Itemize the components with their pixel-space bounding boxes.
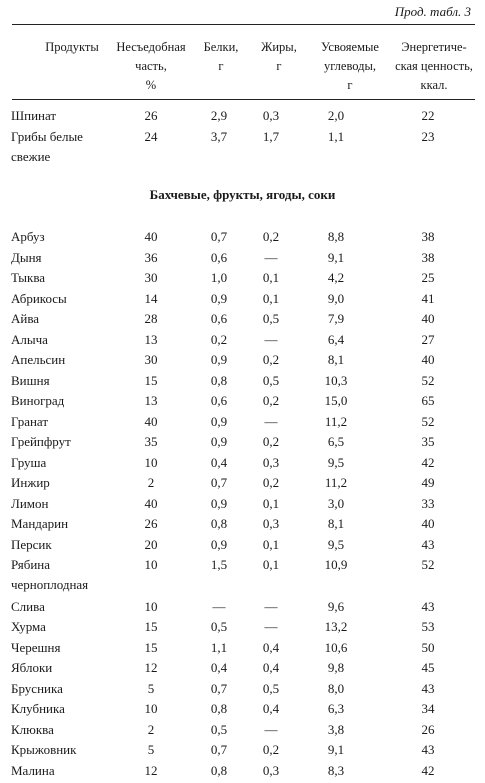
carbs-value: 9,5: [327, 454, 345, 470]
energy-value: 40: [421, 352, 435, 367]
header-carbs: [306, 38, 394, 95]
protein-value: 0,5: [210, 619, 228, 634]
protein-value: 1,5: [210, 557, 228, 572]
waste-value: 10: [144, 454, 158, 470]
energy-value: 43: [421, 680, 435, 696]
product-name: Грибы белые: [11, 128, 83, 144]
product-name: Брусника: [11, 680, 63, 696]
table-row: [0, 680, 485, 701]
header-product-line: Продукты: [45, 40, 99, 54]
header-rule: [12, 99, 475, 100]
waste-value: 36: [144, 249, 158, 265]
header-protein-line: Белки,: [203, 40, 239, 54]
carbs-value: 6,3: [327, 701, 345, 716]
energy-value: 34: [421, 701, 435, 716]
protein-value: 0,6: [210, 249, 228, 265]
energy-value: 52: [421, 372, 435, 388]
header-energy-line: ская ценность,: [395, 59, 473, 73]
fat-value: 0,2: [262, 393, 280, 408]
carbs-value: 8,1: [327, 516, 345, 531]
protein-value: 0,9: [210, 413, 228, 429]
energy-value: 26: [421, 721, 435, 737]
section-title: Бахчевые, фрукты, ягоды, соки: [149, 187, 336, 202]
waste-value: 15: [144, 372, 158, 388]
carbs-value: 6,5: [327, 434, 345, 449]
energy-value: 23: [421, 128, 435, 144]
energy-value: 42: [421, 454, 435, 470]
fat-value: 0,2: [262, 352, 280, 367]
fat-value: 0,1: [262, 270, 280, 285]
table-row: [0, 721, 485, 742]
energy-value: 40: [421, 311, 435, 326]
product-name: Алыча: [11, 331, 48, 347]
fat-value: —: [264, 619, 278, 634]
top-rule: [12, 24, 475, 25]
waste-value: 40: [144, 495, 158, 511]
protein-value: 0,7: [210, 475, 228, 490]
waste-value: 24: [144, 128, 158, 144]
waste-value: 15: [144, 619, 158, 634]
header-waste-line: Несъедобная: [116, 40, 186, 54]
table-row: [0, 556, 485, 592]
product-name: Айва: [11, 311, 40, 326]
product-name: Черешня: [11, 639, 61, 655]
fat-value: 0,3: [262, 454, 280, 470]
carbs-value: 9,5: [327, 536, 345, 552]
energy-value: 38: [421, 229, 435, 244]
protein-value: 0,8: [210, 762, 228, 778]
table-row: [0, 598, 485, 619]
energy-value: 25: [421, 270, 435, 285]
table-row: [0, 331, 485, 352]
fat-value: 0,1: [262, 536, 280, 552]
table-row: [0, 107, 485, 128]
header-energy-line: Энергетиче-: [401, 40, 467, 54]
product-name: Грейпфрут: [11, 434, 71, 449]
carbs-value: 11,2: [324, 413, 348, 429]
fat-value: 0,4: [262, 660, 280, 675]
protein-value: 0,7: [210, 742, 228, 757]
fat-value: 0,1: [262, 290, 280, 306]
product-name: Шпинат: [11, 108, 57, 123]
table-row: [0, 454, 485, 475]
carbs-value: 9,0: [327, 290, 345, 306]
carbs-value: 10,3: [324, 372, 348, 388]
table-caption: Прод. табл. 3: [394, 4, 471, 19]
table-row: [0, 433, 485, 454]
product-name: Рябина: [11, 557, 51, 572]
waste-value: 10: [144, 557, 158, 572]
energy-value: 27: [421, 331, 435, 347]
protein-value: 0,9: [210, 290, 228, 306]
table-row: [0, 515, 485, 536]
table-row: [0, 290, 485, 311]
waste-value: 2: [147, 475, 155, 490]
energy-value: 41: [421, 290, 435, 306]
carbs-value: 3,0: [327, 495, 345, 511]
protein-value: —: [212, 598, 226, 614]
fat-value: 0,4: [262, 701, 280, 716]
product-name: Абрикосы: [11, 290, 67, 306]
energy-value: 53: [421, 619, 435, 634]
waste-value: 40: [144, 413, 158, 429]
energy-value: 22: [421, 108, 435, 123]
table-row: [0, 249, 485, 270]
fat-value: —: [264, 331, 278, 347]
carbs-value: 1,1: [327, 128, 345, 144]
product-name: Инжир: [11, 475, 50, 490]
header-protein: [192, 38, 250, 76]
header-carbs-line: углеводы,: [323, 59, 377, 73]
product-name: Яблоки: [11, 660, 53, 675]
protein-value: 0,8: [210, 516, 228, 531]
energy-value: 45: [421, 660, 435, 675]
protein-value: 0,9: [210, 434, 228, 449]
carbs-value: 9,1: [327, 742, 345, 757]
fat-value: 0,2: [262, 475, 280, 490]
carbs-value: 8,3: [327, 762, 345, 778]
protein-value: 0,7: [210, 229, 228, 244]
header-fat-line: г: [276, 59, 282, 73]
energy-value: 40: [421, 516, 435, 531]
energy-value: 33: [421, 495, 435, 511]
carbs-value: 4,2: [327, 270, 345, 285]
fat-value: —: [264, 598, 278, 614]
product-name-continued: черноплодная: [11, 577, 89, 592]
product-name: Слива: [11, 598, 45, 614]
product-name: Виноград: [11, 393, 65, 408]
fat-value: 0,2: [262, 434, 280, 449]
protein-value: 0,6: [210, 311, 228, 326]
waste-value: 40: [144, 229, 158, 244]
table-row: [0, 474, 485, 495]
product-name: Персик: [11, 536, 52, 552]
waste-value: 26: [144, 516, 158, 531]
fat-value: —: [264, 721, 278, 737]
header-carbs-line: Усвояемые: [321, 40, 379, 54]
table-row: [0, 741, 485, 762]
table-row: [0, 372, 485, 393]
carbs-value: 11,2: [324, 475, 348, 490]
product-name-continued: свежие: [11, 148, 51, 164]
waste-value: 12: [144, 762, 158, 778]
protein-value: 0,8: [210, 372, 228, 388]
fat-value: 0,3: [262, 108, 280, 123]
product-name: Гранат: [11, 413, 49, 429]
table-row: [0, 228, 485, 249]
carbs-value: 10,6: [324, 639, 348, 655]
protein-value: 0,8: [210, 701, 228, 716]
product-name: Лимон: [11, 495, 49, 511]
waste-value: 13: [144, 331, 158, 347]
protein-value: 0,5: [210, 721, 228, 737]
waste-value: 26: [144, 108, 158, 123]
carbs-value: 6,4: [327, 331, 345, 347]
table-row: [0, 700, 485, 721]
table-row: [0, 128, 485, 164]
protein-value: 0,4: [210, 454, 228, 470]
energy-value: 52: [421, 557, 435, 572]
fat-value: 0,1: [262, 495, 280, 511]
waste-value: 5: [147, 742, 155, 757]
carbs-value: 13,2: [324, 619, 348, 634]
fat-value: —: [264, 249, 278, 265]
carbs-value: 15,0: [324, 393, 348, 408]
carbs-value: 2,0: [327, 108, 345, 123]
waste-value: 30: [144, 270, 158, 285]
carbs-value: 8,8: [327, 229, 345, 244]
fat-value: 0,4: [262, 639, 280, 655]
product-name: Апельсин: [11, 352, 66, 367]
protein-value: 1,0: [210, 270, 228, 285]
waste-value: 35: [144, 434, 158, 449]
header-energy: [384, 38, 484, 95]
header-waste-line: %: [145, 78, 157, 92]
fat-value: —: [264, 413, 278, 429]
fat-value: 0,5: [262, 372, 280, 388]
fat-value: 1,7: [262, 128, 280, 144]
header-fat: [251, 38, 307, 76]
energy-value: 43: [421, 742, 435, 757]
energy-value: 35: [421, 434, 435, 449]
fat-value: 0,2: [262, 229, 280, 244]
waste-value: 28: [144, 311, 158, 326]
waste-value: 13: [144, 393, 158, 408]
header-waste-line: часть,: [135, 59, 167, 73]
carbs-value: 9,1: [327, 249, 345, 265]
protein-value: 0,2: [210, 331, 228, 347]
protein-value: 0,4: [210, 660, 228, 675]
table-row: [0, 495, 485, 516]
header-product: [22, 38, 122, 57]
table-row: [0, 413, 485, 434]
carbs-value: 8,0: [327, 680, 345, 696]
carbs-value: 9,8: [327, 660, 345, 675]
energy-value: 49: [421, 475, 435, 490]
waste-value: 10: [144, 701, 158, 716]
waste-value: 12: [144, 660, 158, 675]
protein-value: 0,9: [210, 495, 228, 511]
table-row: [0, 351, 485, 372]
product-name: Груша: [11, 454, 47, 470]
fat-value: 0,3: [262, 762, 280, 778]
header-protein-line: г: [218, 59, 224, 73]
product-name: Клубника: [11, 701, 65, 716]
carbs-value: 7,9: [327, 311, 345, 326]
product-name: Клюква: [11, 721, 54, 737]
energy-value: 43: [421, 598, 435, 614]
protein-value: 0,6: [210, 393, 228, 408]
header-energy-line: ккал.: [420, 78, 448, 92]
energy-value: 52: [421, 413, 435, 429]
carbs-value: 10,9: [324, 557, 348, 572]
product-name: Дыня: [11, 249, 42, 265]
energy-value: 38: [421, 249, 435, 265]
protein-value: 2,9: [210, 108, 228, 123]
protein-value: 0,7: [210, 680, 228, 696]
energy-value: 42: [421, 762, 435, 778]
carbs-value: 3,8: [327, 721, 345, 737]
product-name: Мандарин: [11, 516, 69, 531]
table-row: [0, 762, 485, 783]
table-row: [0, 639, 485, 660]
fat-value: 0,2: [262, 742, 280, 757]
carbs-value: 8,1: [327, 352, 345, 367]
waste-value: 30: [144, 352, 158, 367]
header-waste: [110, 38, 192, 95]
protein-value: 0,9: [210, 536, 228, 552]
fat-value: 0,5: [262, 311, 280, 326]
waste-value: 20: [144, 536, 158, 552]
protein-value: 0,9: [210, 352, 228, 367]
header-carbs-line: г: [347, 78, 353, 92]
table-row: [0, 310, 485, 331]
energy-value: 65: [421, 393, 435, 408]
carbs-value: 9,6: [327, 598, 345, 614]
product-name: Вишня: [11, 372, 50, 388]
waste-value: 5: [147, 680, 155, 696]
product-name: Малина: [11, 762, 55, 778]
protein-value: 3,7: [210, 128, 228, 144]
table-row: [0, 618, 485, 639]
waste-value: 15: [144, 639, 158, 655]
header-fat-line: Жиры,: [261, 40, 297, 54]
fat-value: 0,5: [262, 680, 280, 696]
table-row: [0, 269, 485, 290]
waste-value: 14: [144, 290, 158, 306]
product-name: Хурма: [11, 619, 46, 634]
energy-value: 43: [421, 536, 435, 552]
product-name: Арбуз: [11, 229, 45, 244]
product-name: Тыква: [11, 270, 46, 285]
table-row: [0, 536, 485, 557]
fat-value: 0,3: [262, 516, 280, 531]
table-row: [0, 392, 485, 413]
waste-value: 2: [147, 721, 155, 737]
product-name: Крыжовник: [11, 742, 77, 757]
fat-value: 0,1: [262, 557, 280, 572]
waste-value: 10: [144, 598, 158, 614]
energy-value: 50: [421, 639, 435, 655]
table-row: [0, 659, 485, 680]
protein-value: 1,1: [210, 639, 228, 655]
